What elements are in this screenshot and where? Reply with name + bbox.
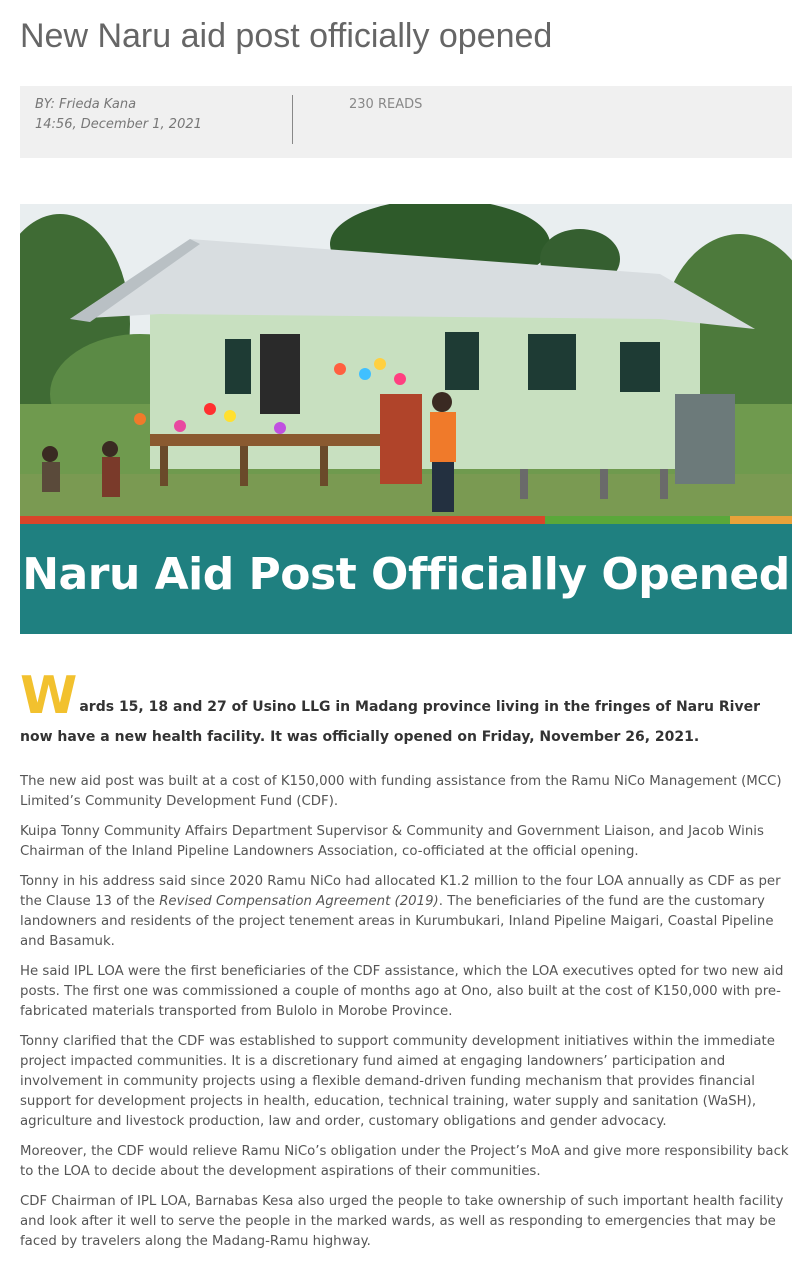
body-paragraph-5: Tonny clarified that the CDF was established to support community development initiatives within the immediate project impacted communities. It is a discretionary fund aimed at engaging landowners’ participation and involvement in community projects using a flexible demand-driven funding mechanism that provides financial support for development projects in health, education, technical training, water supply and sanitation (WaSH), agriculture and livestock production, law and order, customary obligations and gender advocacy. xyxy=(20,1034,775,1129)
body-paragraph-3-end: . The beneficiaries of the fund are the customary landowners and residents of the project tenement areas in Kurumbukari, Inland Pipeline Maigari, Coastal Pipeline and Basamuk. xyxy=(20,894,774,949)
author-byline: BY: Frieda Kana xyxy=(35,97,137,112)
body-paragraph-6: Moreover, the CDF would relieve Ramu NiCo’s obligation under the Project’s MoA and give more responsibility back to the LOA to decide about the development aspirations of their communities. xyxy=(20,1144,789,1179)
hero-image xyxy=(20,204,792,634)
article-meta-box xyxy=(20,86,792,158)
lead-paragraph xyxy=(20,666,792,752)
body-paragraph-2: Kuipa Tonny Community Affairs Department Supervisor & Community and Government Liaison, and Jacob Winis Chairman of the Inland Pipeline Landowners Association, co-officiated at the official opening. xyxy=(20,824,764,859)
article-body xyxy=(20,772,795,1262)
aid-post-photo xyxy=(20,204,792,524)
hero-banner-title: Naru Aid Post Officially Opened xyxy=(22,549,790,600)
lead-text: ards 15, 18 and 27 of Usino LLG in Madang province living in the fringes of Naru River now have a new health facility. It was officially opened on Friday, November 26, 2021. xyxy=(20,699,760,745)
read-count: 230 READS xyxy=(349,97,423,112)
body-paragraph-1: The new aid post was built at a cost of K150,000 with funding assistance from the Ramu NiCo Management (MCC) Limited’s Community Development Fund (CDF). xyxy=(20,774,782,809)
meta-divider xyxy=(292,95,293,144)
article-title: New Naru aid post officially opened xyxy=(20,17,553,55)
body-paragraph-4: He said IPL LOA were the first beneficiaries of the CDF assistance, which the LOA executives opted for two new aid posts. The first one was commissioned a couple of months ago at Ono, also built at the cost of K150,000 with pre-fabricated materials transported from Bulolo in Morobe Province. xyxy=(20,964,784,1019)
body-paragraph-3 xyxy=(20,872,795,952)
drop-cap: W xyxy=(20,666,78,726)
body-paragraph-3-start: Tonny in his address said since 2020 Ramu NiCo had allocated K1.2 million to the four LOA annually as CDF as per the Clause 13 of the xyxy=(20,874,781,909)
body-paragraph-7: CDF Chairman of IPL LOA, Barnabas Kesa also urged the people to take ownership of such important health facility and look after it well to serve the people in the marked wards, as well as responding to emergencies that may be faced by travelers along the Madang-Ramu highway. xyxy=(20,1194,784,1249)
agreement-title: Revised Compensation Agreement (2019) xyxy=(159,894,439,909)
publish-date: 14:56, December 1, 2021 xyxy=(35,117,202,132)
